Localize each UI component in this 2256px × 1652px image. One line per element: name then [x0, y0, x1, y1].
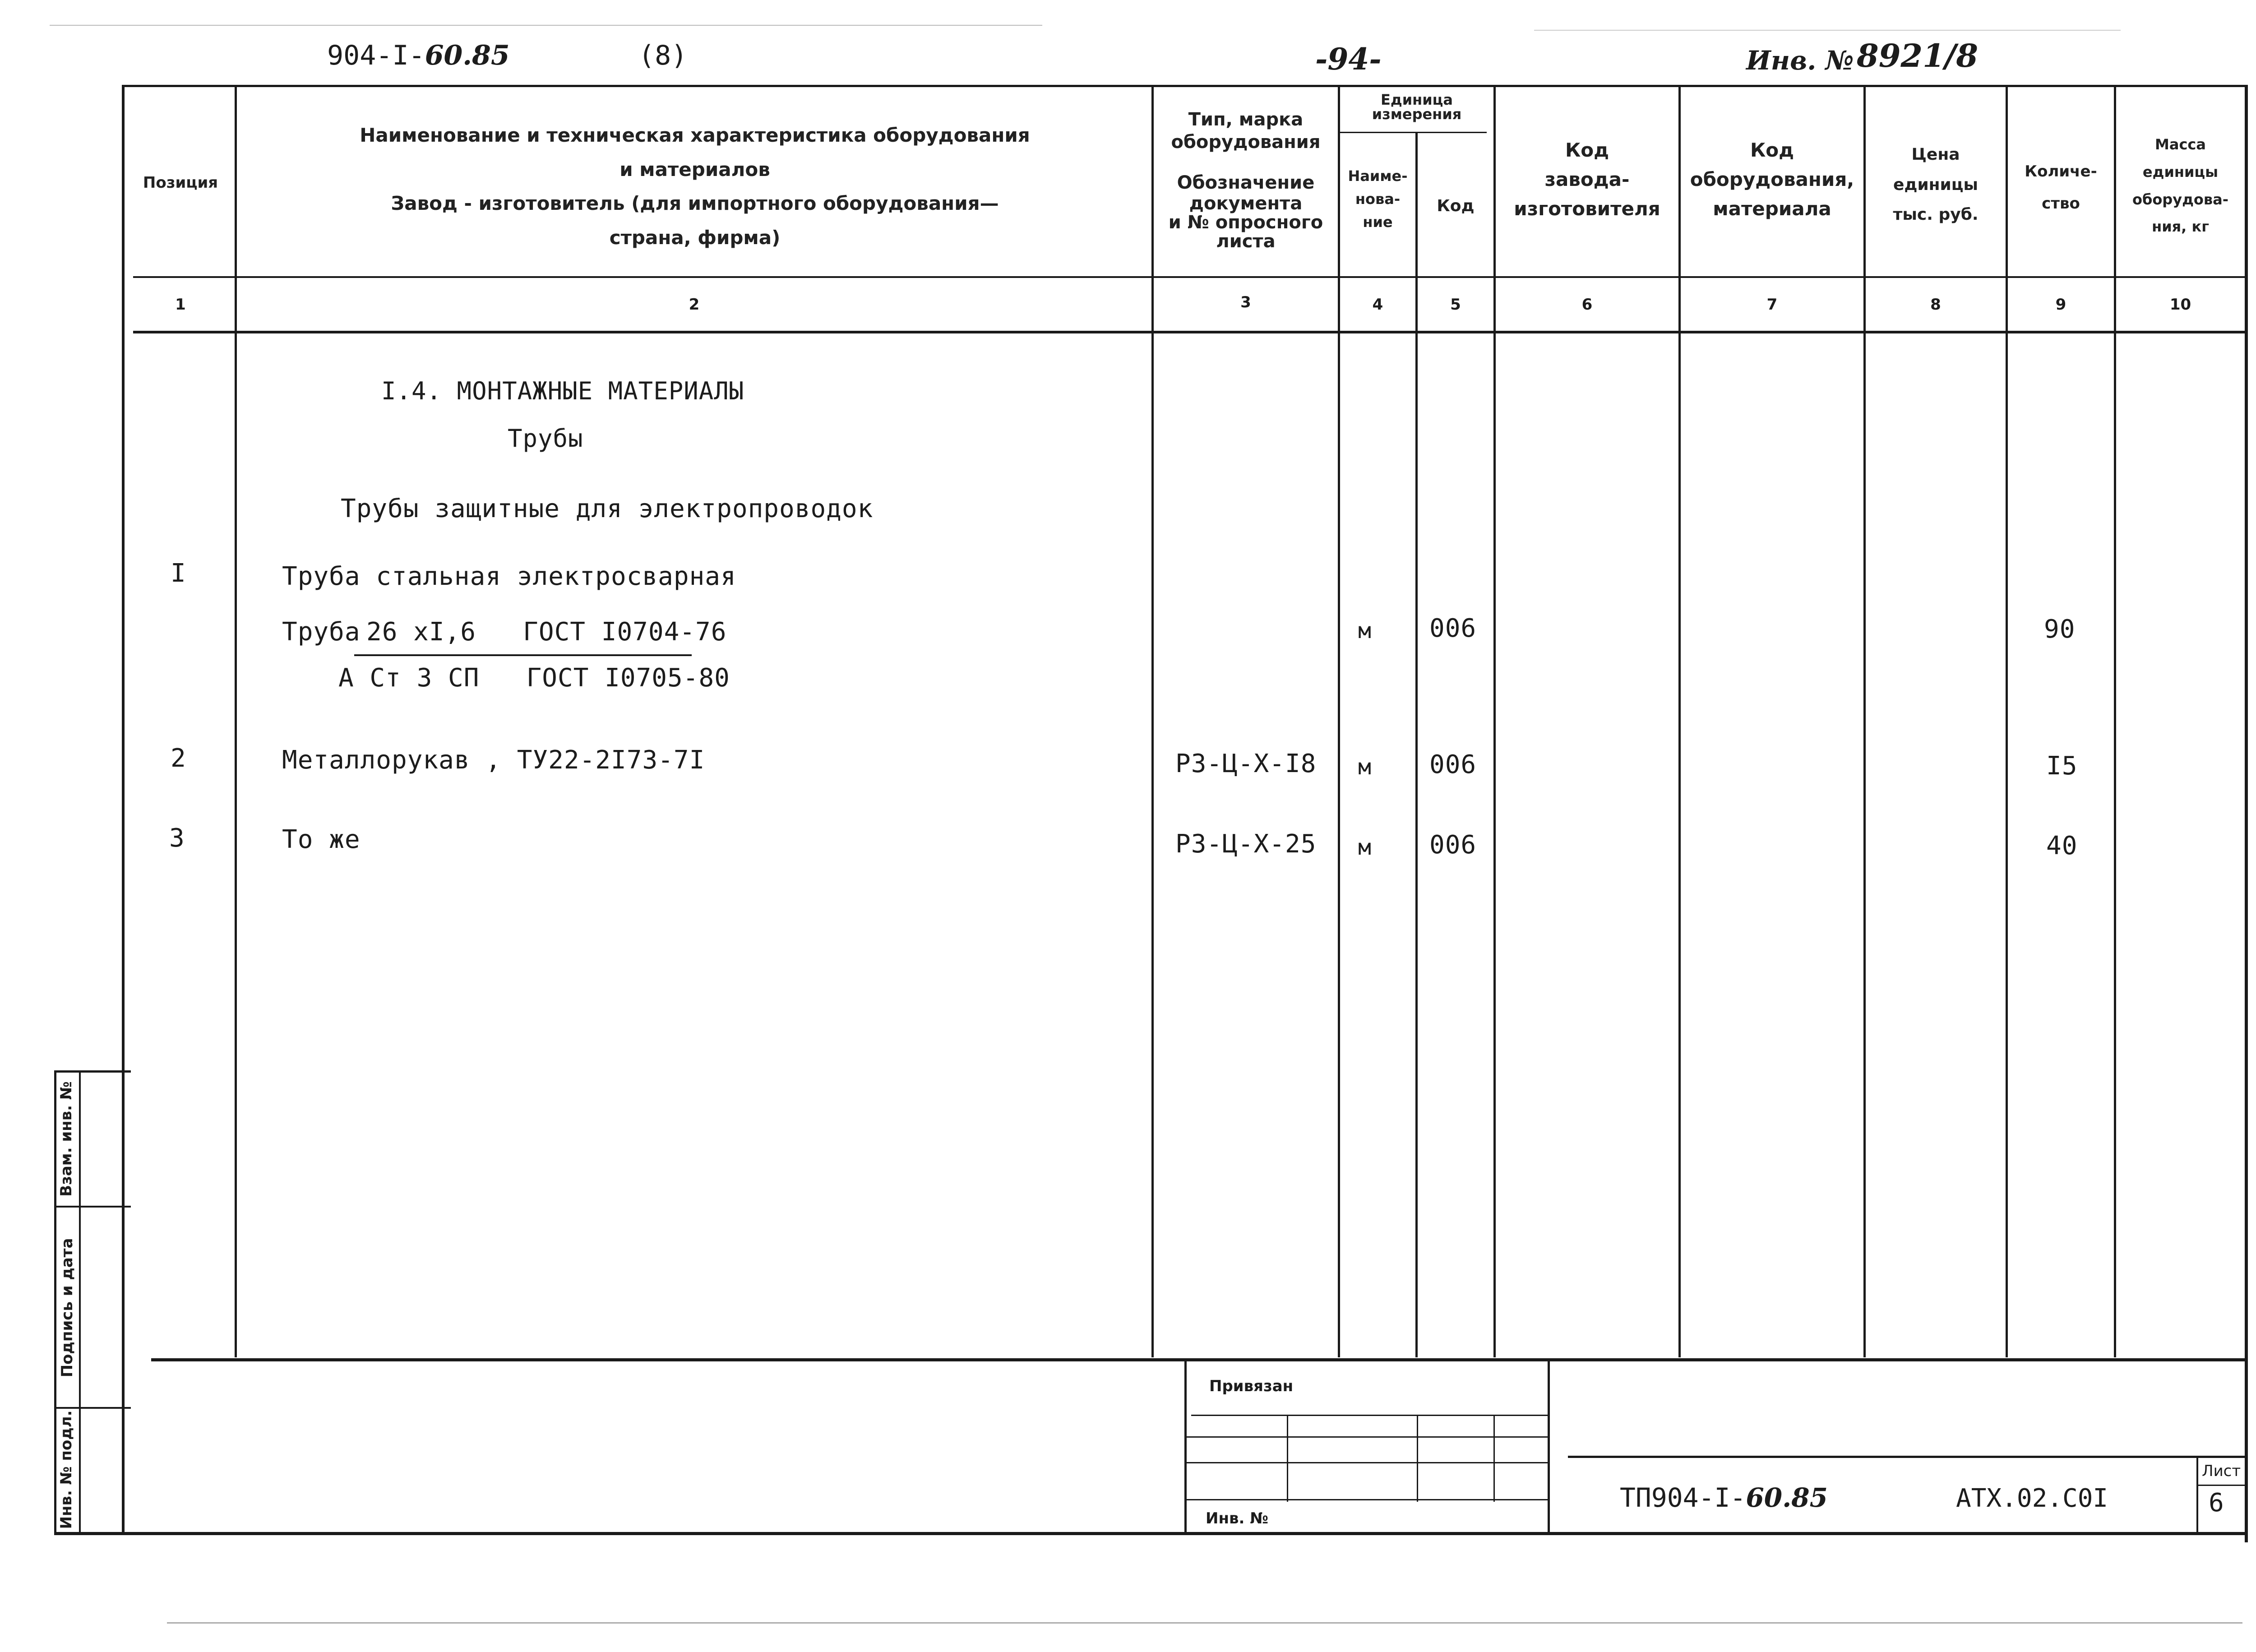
stamp-box-col-1 [1287, 1416, 1288, 1502]
header-unit-group [1340, 93, 1493, 121]
frame-left-border [122, 85, 125, 1533]
header-unit-line-1: Единица [1381, 91, 1453, 108]
side-strip-middle [79, 1070, 81, 1534]
frame-top-border [122, 85, 2248, 87]
header-name-column [253, 118, 1137, 255]
row-1-frac-top: 26 хI,6 ГОСТ I0704-76 [366, 617, 727, 647]
header-type-column [1154, 108, 1338, 251]
stamp-document-hand: 60.85 [1746, 1482, 1828, 1513]
column-number: 6 [1581, 296, 1593, 314]
header-name-line-1: Наименование и техническая характеристика оборудования [360, 124, 1030, 146]
stamp-box-col-3 [1493, 1416, 1495, 1502]
header-equipment-code-line-1: Код [1750, 139, 1794, 161]
header-unit-name-line-1: Наиме- [1348, 167, 1408, 185]
row-1-frac-prefix: Труба [282, 617, 361, 647]
row-2-position: 2 [171, 744, 186, 773]
side-inv-original-label: Инв. № подл. [57, 1410, 75, 1529]
col-divider-8 [2006, 85, 2008, 1357]
col-divider-5 [1493, 85, 1496, 1357]
header-quantity-line-2: ство [2042, 194, 2080, 213]
header-mass [2116, 131, 2245, 241]
side-signature-date-label: Подпись и дата [58, 1238, 76, 1378]
stamp-sheet-label: Лист [2202, 1462, 2241, 1480]
header-factory-code-line-2: завода- [1544, 168, 1630, 191]
sheet-box-left [2196, 1458, 2198, 1534]
inventory-label: Инв. № [1746, 45, 1854, 76]
column-number: 4 [1372, 296, 1383, 314]
column-number: 2 [689, 296, 700, 314]
header-type-line-6: листа [1216, 231, 1276, 252]
header-name-line-4: страна, фирма) [609, 226, 781, 249]
header-factory-code-line-1: Код [1565, 139, 1609, 161]
stamp-top-line [151, 1358, 2245, 1361]
header-type-line-1: Тип, марка [1188, 109, 1304, 130]
header-quantity [2008, 156, 2114, 220]
column-number: 5 [1450, 296, 1461, 314]
col-divider-1 [235, 85, 237, 1357]
row-1-position: I [171, 559, 186, 588]
header-unit-name [1340, 165, 1415, 234]
row-3-code: 006 [1429, 830, 1477, 860]
section-subtitle: Трубы [508, 424, 583, 453]
stamp-document-code: АТХ.02.С0I [1956, 1484, 2108, 1513]
stamp-box-col-2 [1417, 1416, 1418, 1502]
row-1-code: 006 [1429, 614, 1477, 643]
header-equipment-code [1681, 135, 1863, 223]
header-unit-name-line-3: ние [1363, 213, 1393, 231]
row-3-quantity: 40 [2046, 831, 2078, 861]
col-divider-9 [2114, 85, 2116, 1357]
stamp-box-left [1184, 1358, 1187, 1534]
col-divider-4 [1415, 132, 1418, 1357]
row-3-name: То же [282, 825, 361, 854]
top-doc-code-hand: 60.85 [425, 40, 510, 71]
row-2-code: 006 [1429, 750, 1477, 779]
col-divider-6 [1678, 85, 1681, 1357]
header-unit-price-line-2: единицы [1893, 175, 1979, 194]
scan-artifact [1534, 30, 2121, 31]
scan-artifact [50, 25, 1042, 26]
col-divider-7 [1863, 85, 1866, 1357]
row-1-quantity: 90 [2044, 615, 2076, 644]
header-bottom-line [133, 276, 2245, 278]
row-2-quantity: I5 [2046, 751, 2078, 781]
header-unit-price-line-1: Цена [1911, 145, 1960, 164]
sheet-box-divider [2198, 1485, 2245, 1486]
header-mass-line-3: оборудова- [2132, 190, 2229, 208]
row-3-position: 3 [169, 824, 185, 853]
scan-artifact [167, 1622, 2242, 1624]
top-doc-code [327, 40, 510, 71]
section-title: I.4. МОНТАЖНЫЕ МАТЕРИАЛЫ [381, 377, 744, 405]
row-1-unit: м [1358, 618, 1372, 643]
header-factory-code [1496, 135, 1678, 223]
col-divider-3 [1338, 85, 1340, 1357]
column-number-line [133, 331, 2245, 333]
column-number: 3 [1240, 293, 1251, 311]
col-divider-2 [1151, 85, 1154, 1357]
frame-right-border [2245, 85, 2248, 1542]
header-mass-line-4: ния, кг [2152, 218, 2209, 236]
header-unit-name-line-2: нова- [1355, 190, 1401, 208]
row-2-type: РЗ-Ц-Х-I8 [1175, 749, 1317, 778]
row-1-name: Труба стальная электросварная [282, 562, 736, 591]
column-number: 1 [175, 296, 186, 314]
stamp-document-number [1620, 1482, 1828, 1513]
stamp-doc-line [1568, 1456, 2245, 1458]
column-number: 9 [2055, 296, 2066, 314]
header-position: Позиция [143, 174, 218, 192]
stamp-privyazan-label: Привязан [1209, 1377, 1294, 1395]
header-unit-code: Код [1437, 197, 1475, 215]
frame-bottom-border [54, 1532, 2248, 1535]
header-unit-price [1866, 140, 2006, 230]
header-type-line-2: оборудования [1171, 132, 1321, 153]
stamp-document-prefix: ТП904-I- [1620, 1482, 1746, 1513]
header-factory-code-line-3: изготовителя [1514, 198, 1660, 220]
column-number: 8 [1930, 296, 1941, 314]
side-strip-left [54, 1070, 56, 1534]
header-equipment-code-line-3: материала [1713, 198, 1831, 220]
header-mass-line-1: Масса [2155, 136, 2206, 153]
header-mass-line-2: единицы [2142, 163, 2219, 180]
column-number: 10 [2169, 296, 2191, 314]
stamp-inv-label: Инв. № [1206, 1509, 1269, 1527]
top-sheet-paren: (8) [638, 40, 688, 71]
header-type-line-5: и № опросного [1168, 212, 1323, 233]
row-2-unit: м [1358, 754, 1372, 780]
header-type-line-4: документа [1189, 193, 1303, 214]
stamp-box-right [1548, 1358, 1550, 1534]
header-type-line-3: Обозначение [1177, 172, 1315, 193]
column-number: 7 [1766, 296, 1778, 314]
side-vzam-inv-label: Взам. инв. № [57, 1081, 75, 1197]
header-equipment-code-line-2: оборудования, [1690, 168, 1854, 191]
row-3-type: РЗ-Ц-Х-25 [1175, 829, 1317, 859]
header-unit-price-line-3: тыс. руб. [1893, 205, 1979, 224]
header-quantity-line-1: Количе- [2025, 162, 2097, 180]
header-name-line-3: Завод - изготовитель (для импортного оборудования— [391, 192, 999, 215]
header-name-line-2: и материалов [619, 158, 770, 180]
stamp-sheet-number: 6 [2209, 1488, 2224, 1518]
section-group-title: Трубы защитные для электропроводок [341, 494, 874, 523]
page-number: -94- [1315, 42, 1382, 77]
row-1-frac-bottom: А Ст 3 СП ГОСТ I0705-80 [338, 663, 730, 693]
row-3-unit: м [1358, 835, 1372, 860]
unit-header-divider [1338, 132, 1487, 133]
header-unit-line-2: измерения [1372, 106, 1462, 123]
row-1-fraction-line [354, 654, 692, 656]
inventory-number: 8921/8 [1857, 37, 1979, 74]
row-2-name: Металлорукав , ТУ22-2I73-7I [282, 745, 705, 775]
top-doc-code-prefix: 904-I- [327, 40, 425, 71]
